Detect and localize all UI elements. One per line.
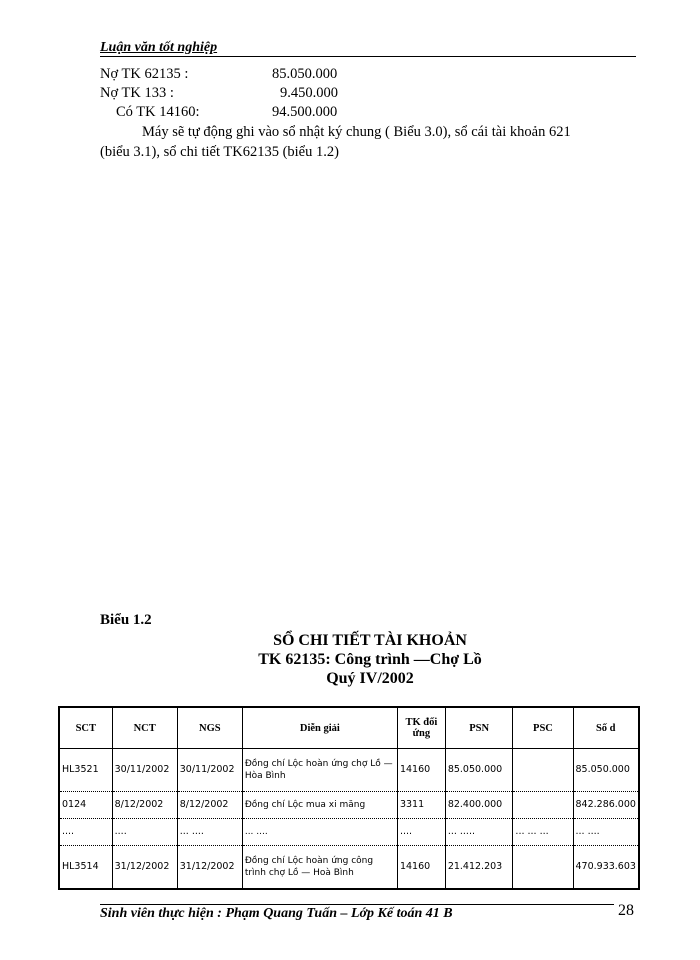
- cell-psc: [513, 846, 573, 890]
- entry-amount: 9.450.000: [280, 85, 338, 101]
- ledger-subtitle-period: Quý IV/2002: [326, 670, 414, 687]
- cell-psn: 85.050.000: [445, 749, 513, 792]
- ledger-title: SỔ CHI TIẾT TÀI KHOẢN: [273, 632, 467, 649]
- body-paragraph: [100, 122, 640, 162]
- cell-contra-account: 14160: [397, 749, 445, 792]
- header-title: Luận văn tốt nghiệp: [100, 40, 218, 55]
- cell-psc: [513, 749, 573, 792]
- cell-sct: ....: [59, 819, 112, 846]
- header-rule: [100, 56, 636, 57]
- cell-psc: [513, 792, 573, 819]
- cell-contra-account: ....: [397, 819, 445, 846]
- paragraph-line-1: Máy sẽ tự động ghi vào sổ nhật ký chung ( Biểu 3.0), sổ cái tài khoản 621: [142, 124, 571, 140]
- cell-ngs: ... ....: [177, 819, 242, 846]
- cell-ngs: 30/11/2002: [177, 749, 242, 792]
- cell-description: ... ....: [242, 819, 397, 846]
- figure-caption: Biểu 1.2: [100, 612, 152, 628]
- cell-contra-account: 3311: [397, 792, 445, 819]
- cell-psn: 21.412.203: [445, 846, 513, 890]
- cell-balance: 470.933.603: [573, 846, 639, 890]
- cell-psn: ... .....: [445, 819, 513, 846]
- table-row: [59, 846, 639, 890]
- footer-author: Sinh viên thực hiện : Phạm Quang Tuấn – Lớp Kế toán 41 B: [100, 906, 453, 921]
- col-header-balance: Số d: [573, 707, 639, 749]
- cell-nct: ....: [112, 819, 177, 846]
- cell-sct: 0124: [59, 792, 112, 819]
- col-header-psc: PSC: [513, 707, 573, 749]
- cell-sct: HL3521: [59, 749, 112, 792]
- cell-balance: 85.050.000: [573, 749, 639, 792]
- col-header-psn: PSN: [445, 707, 513, 749]
- cell-nct: 31/12/2002: [112, 846, 177, 890]
- page-number: 28: [618, 902, 634, 919]
- entry-amount: 85.050.000: [272, 66, 338, 82]
- entry-account: Có TK 14160:: [116, 104, 200, 120]
- table-row: [59, 792, 639, 819]
- table-row: [59, 749, 639, 792]
- cell-balance: 842.286.000: [573, 792, 639, 819]
- cell-psn: 82.400.000: [445, 792, 513, 819]
- cell-nct: 8/12/2002: [112, 792, 177, 819]
- ledger-table: [58, 706, 640, 890]
- paragraph-line-2: (biểu 3.1), sổ chi tiết TK62135 (biểu 1.2): [100, 144, 339, 160]
- table-row: [59, 819, 639, 846]
- cell-description: Đồng chí Lộc mua xi măng: [242, 792, 397, 819]
- table-header-row: [59, 707, 639, 749]
- cell-contra-account: 14160: [397, 846, 445, 890]
- cell-balance: ... ....: [573, 819, 639, 846]
- cell-ngs: 8/12/2002: [177, 792, 242, 819]
- cell-sct: HL3514: [59, 846, 112, 890]
- entry-account: Nợ TK 62135 :: [100, 66, 189, 82]
- cell-ngs: 31/12/2002: [177, 846, 242, 890]
- footer-rule: [100, 904, 614, 905]
- col-header-sct: SCT: [59, 707, 112, 749]
- ledger-subtitle-account: TK 62135: Công trình —Chợ Lồ: [258, 651, 482, 668]
- col-header-description: Diễn giải: [242, 707, 397, 749]
- cell-description: Đồng chí Lộc hoàn ứng công trình chợ Lồ — Hoà Bình: [242, 846, 397, 890]
- cell-psc: ... ... ...: [513, 819, 573, 846]
- cell-description: Đồng chí Lộc hoàn ứng chợ Lồ — Hòa Bình: [242, 749, 397, 792]
- col-header-ngs: NGS: [177, 707, 242, 749]
- cell-nct: 30/11/2002: [112, 749, 177, 792]
- col-header-nct: NCT: [112, 707, 177, 749]
- col-header-contra-account: TK đối ứng: [397, 707, 445, 749]
- entry-account: Nợ TK 133 :: [100, 85, 174, 101]
- entry-amount: 94.500.000: [272, 104, 338, 120]
